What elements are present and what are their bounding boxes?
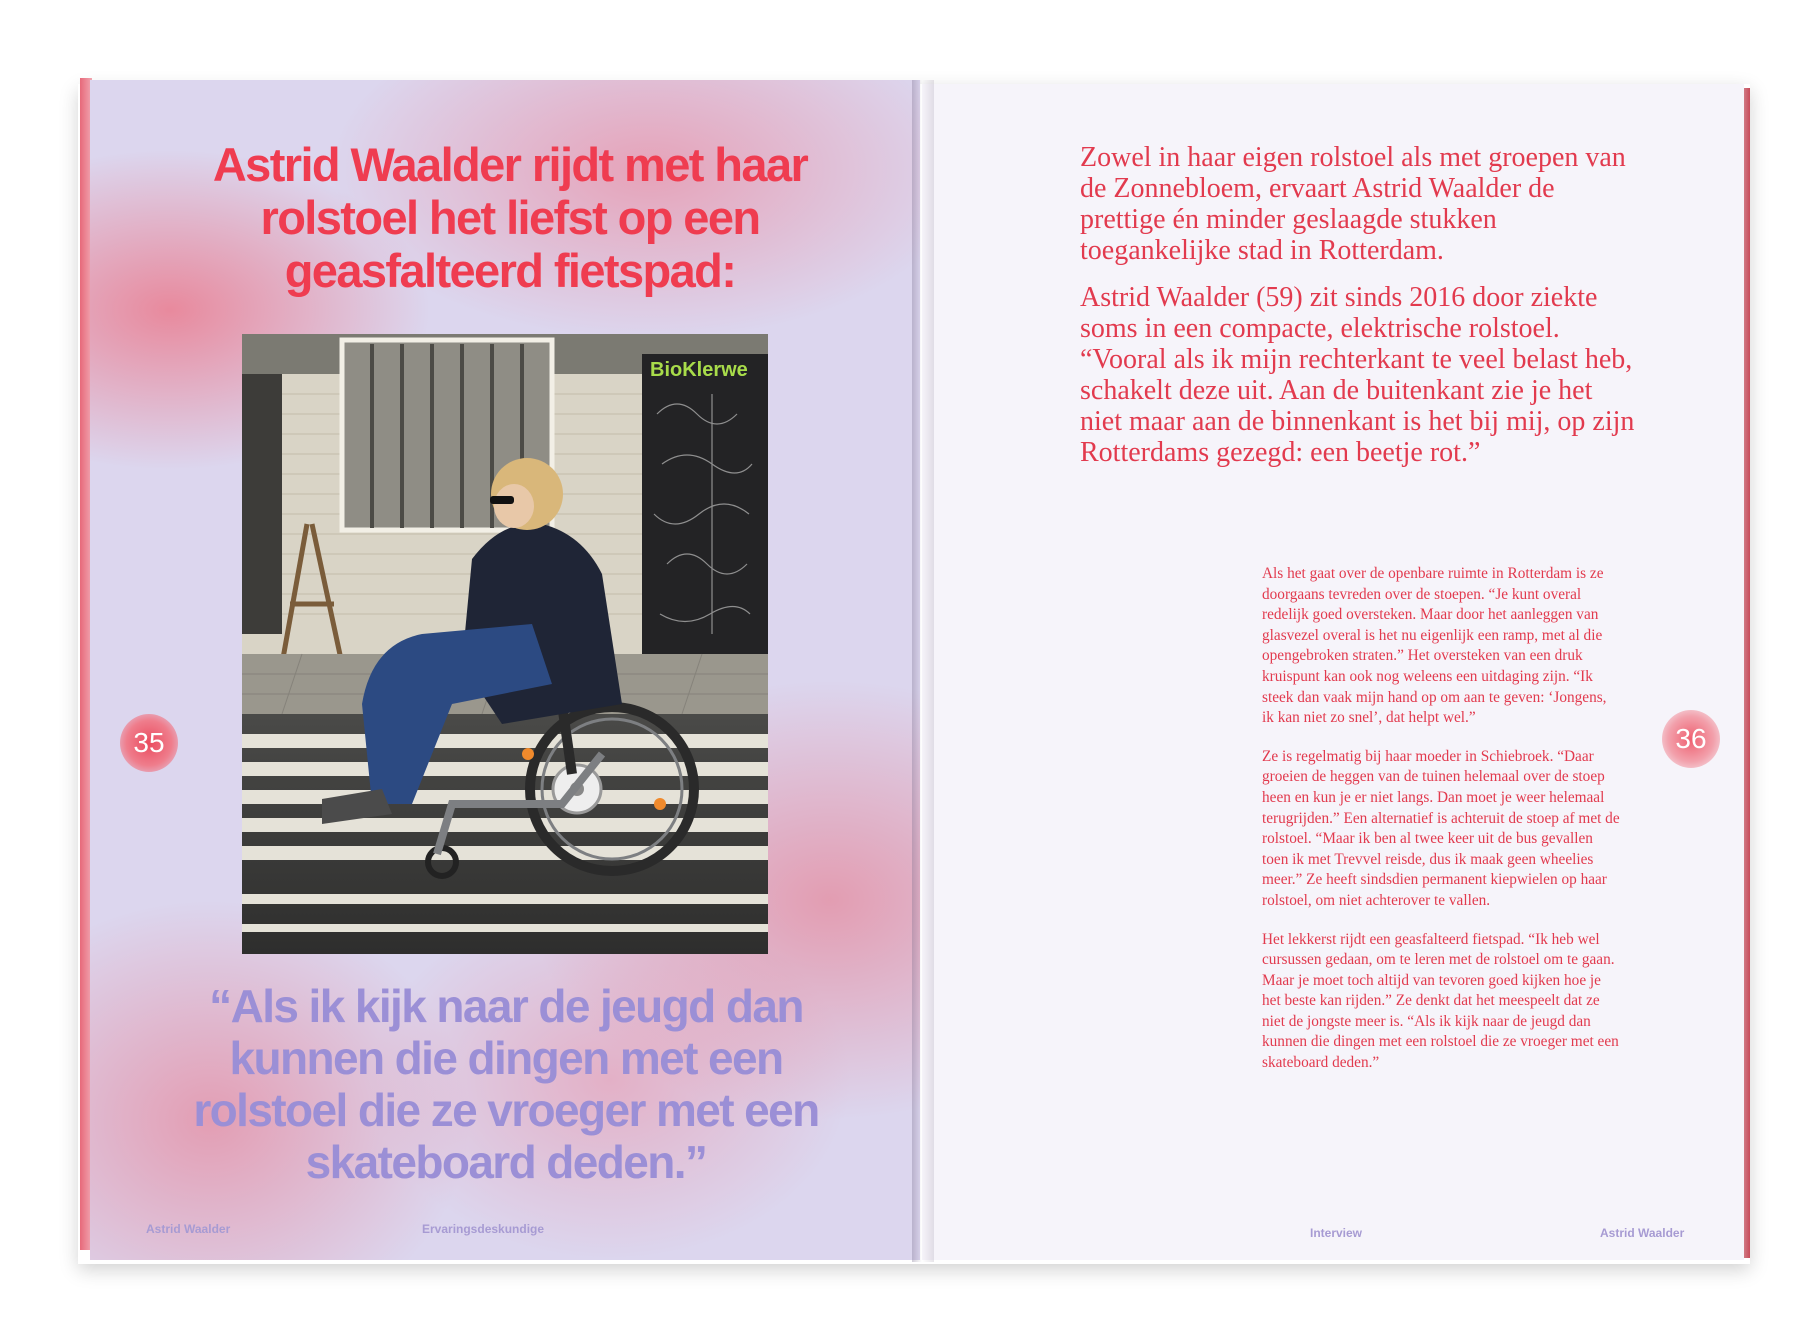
shop-sign: BioKlerwe [650,359,748,381]
footer-section-right: Interview [1310,1226,1363,1240]
body-paragraph-1: Als het gaat over de openbare ruimte in Rotterdam is ze doorgaans tevreden over de stoepen. “Je kunt overal redelijk goed oversteken. Maar door het aanleggen van glasvezel overal is het nu eigenlijk een ramp, met al die opengebroken straten.” Het oversteken van een druk kruispunt kan ook nog weleens een uitdaging zijn. “Ik steek dan vaak mijn hand op om aan te geven: ‘Jongens, ik kan niet zo snel’, dat helpt wel.” [1262,565,1607,727]
intro-paragraph-2: Astrid Waalder (59) zit sinds 2016 door ziekte soms in een compacte, elektrische rolstoel. “Vooral als ik mijn rechterkant te veel belast heb, schakelt deze uit. Aan de buitenkant zie je het niet maar aan de binnenkant is het bij mij, op zijn Rotterdams gezegd: een beetje rot.” [1080,282,1635,468]
footer-name-left: Astrid Waalder [146,1222,231,1236]
body-paragraph-3: Het lekkerst rijdt een geasfalteerd fietspad. “Ik heb wel cursussen gedaan, om te leren met de rolstoel om te gaan. Maar je moet toch altijd van tevoren goed kijken hoe je het beste kan rijden.” Ze denkt dat het meespeelt dat ze niet de jongste meer is. “Als ik kijk naar de jeugd dan kunnen die dingen met een rolstoel die ze vroeger met een skateboard deden.” [1262,930,1619,1072]
wheelchair-photo [242,334,768,954]
right-page [922,84,1744,1260]
left-page [90,80,920,1260]
footer-section-left: Ervaringsdeskundige [422,1222,545,1236]
photo-illustration [242,334,768,954]
pull-quote: “Als ik kijk naar de jeugd dan kunnen die dingen met een rolstoel die ze vroeger met een skateboard deden.” [193,980,819,1188]
headline: Astrid Waalder rijdt met haar rolstoel het liefst op een geasfalteerd fietspad: [212,138,808,297]
footer-name-right: Astrid Waalder [1600,1226,1685,1240]
page-number-left: 35 [120,714,178,772]
spine-gutter [912,80,934,1262]
intro-text [1080,142,1640,484]
intro-paragraph-1: Zowel in haar eigen rolstoel als met groepen van de Zonnebloem, ervaart Astrid Waalder de prettige én minder geslaagde stukken toegankelijke stad in Rotterdam. [1080,142,1626,266]
page-number-right: 36 [1662,710,1720,768]
body-paragraph-2: Ze is regelmatig bij haar moeder in Schiebroek. “Daar groeien de heggen van de tuinen helemaal over de stoep heen en kun je er niet langs. Dan moet je weer helemaal terugrijden.” Een alternatief is achteruit de stoep af met de rolstoel. “Maar ik ben al twee keer uit de bus gevallen toen ik met Trevvel reisde, dus ik maak geen wheelies meer.” Ze heeft sindsdien permanent kiepwielen op haar rolstoel, om niet achterover te vallen. [1262,747,1620,909]
body-column [1262,564,1620,1092]
